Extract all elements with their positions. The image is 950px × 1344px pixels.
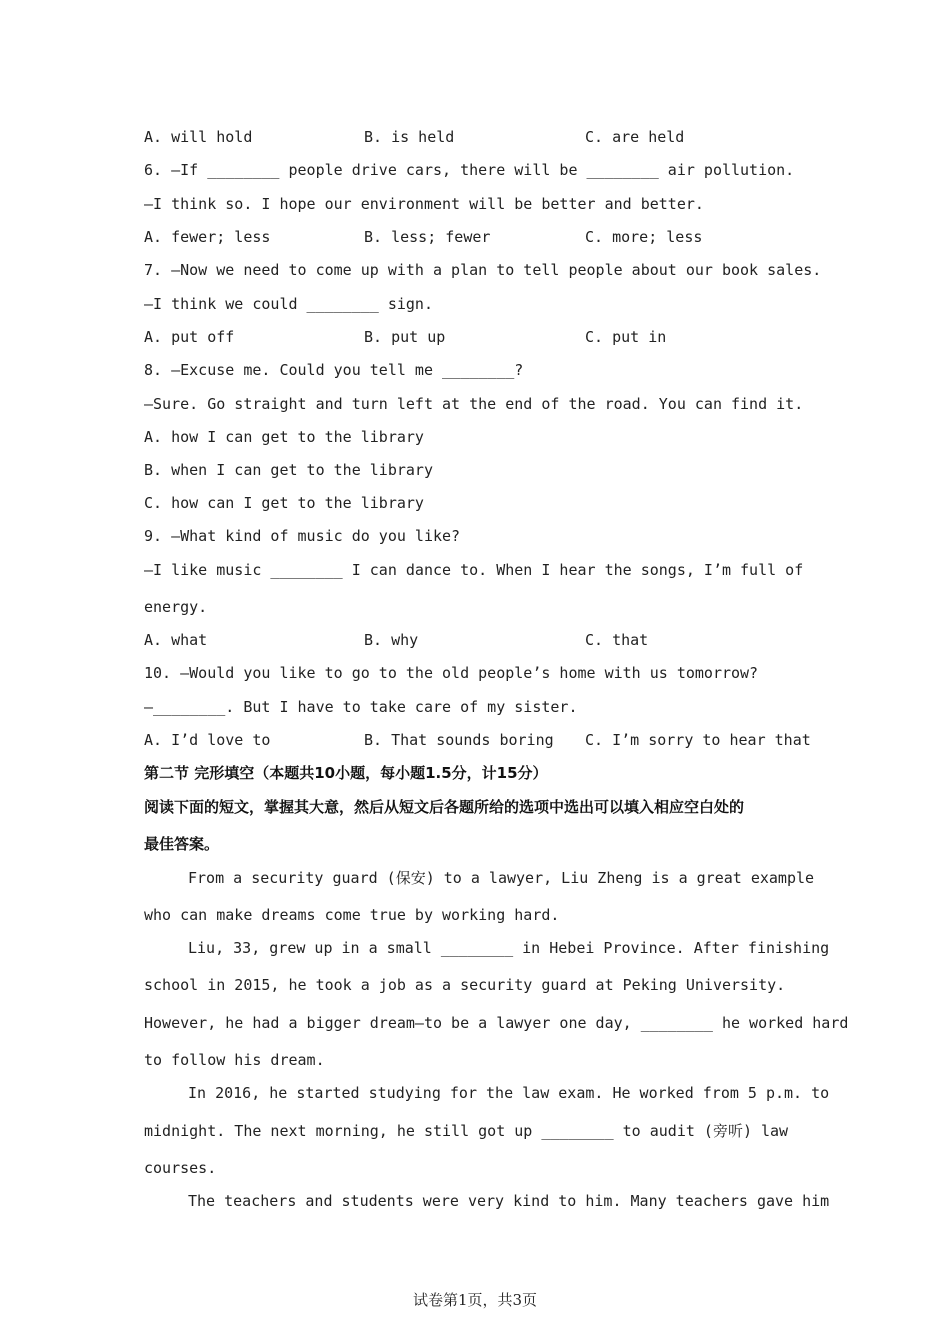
q7-stem: 7. —Now we need to come up with a plan to tell people about our book sales. bbox=[144, 261, 822, 279]
passage-p2-line-2: school in 2015, he took a job as a security guard at Peking University. bbox=[144, 976, 786, 994]
q10-stem: 10. —Would you like to go to the old people’s home with us tomorrow? bbox=[144, 664, 759, 682]
q10-option-a: A. I’d love to bbox=[144, 731, 271, 749]
q8-option-c: C. how can I get to the library bbox=[144, 494, 424, 512]
q9-option-a: A. what bbox=[144, 631, 208, 649]
q8-stem: 8. —Excuse me. Could you tell me ________? bbox=[144, 361, 524, 379]
q6-option-c: C. more; less bbox=[585, 228, 703, 246]
passage-p3-line-2: midnight. The next morning, he still got up ________ to audit (旁听) law bbox=[144, 1122, 789, 1140]
passage-p4-line-1: The teachers and students were very kind to him. Many teachers gave him bbox=[188, 1192, 830, 1210]
section-instruction-line-1: 阅读下面的短文，掌握其大意，然后从短文后各题所给的选项中选出可以填入相应空白处的 bbox=[144, 798, 745, 816]
passage-p3-line-1: In 2016, he started studying for the law exam. He worked from 5 p.m. to bbox=[188, 1084, 830, 1102]
q9-option-c: C. that bbox=[585, 631, 649, 649]
passage-p2-line-4: to follow his dream. bbox=[144, 1051, 325, 1069]
q9-option-b: B. why bbox=[364, 631, 419, 649]
q6-stem: 6. —If ________ people drive cars, there will be ________ air pollution. bbox=[144, 161, 795, 179]
q8-reply: —Sure. Go straight and turn left at the end of the road. You can find it. bbox=[144, 395, 804, 413]
passage-p2-line-3: However, he had a bigger dream—to be a lawyer one day, ________ he worked hard bbox=[144, 1014, 849, 1032]
q5-option-a: A. will hold bbox=[144, 128, 253, 146]
q7-option-c: C. put in bbox=[585, 328, 667, 346]
q7-option-a: A. put off bbox=[144, 328, 235, 346]
q7-option-b: B. put up bbox=[364, 328, 446, 346]
q10-reply: —________. But I have to take care of my sister. bbox=[144, 698, 578, 716]
q8-option-b: B. when I can get to the library bbox=[144, 461, 433, 479]
q5-option-b: B. is held bbox=[364, 128, 455, 146]
q6-option-b: B. less; fewer bbox=[364, 228, 491, 246]
section-instruction-line-2: 最佳答案。 bbox=[144, 835, 220, 853]
q9-reply-line-2: energy. bbox=[144, 598, 208, 616]
section-title: 第二节 完形填空（本题共10小题，每小题1.5分，计15分） bbox=[144, 764, 548, 782]
page-footer: 试卷第1页，共3页 bbox=[412, 1291, 538, 1309]
passage-p1-line-1: From a security guard (保安) to a lawyer, Liu Zheng is a great example bbox=[188, 869, 815, 887]
passage-p2-line-1: Liu, 33, grew up in a small ________ in Hebei Province. After finishing bbox=[188, 939, 830, 957]
q6-reply: —I think so. I hope our environment will be better and better. bbox=[144, 195, 704, 213]
q5-option-c: C. are held bbox=[585, 128, 685, 146]
q9-stem: 9. —What kind of music do you like? bbox=[144, 527, 461, 545]
q8-option-a: A. how I can get to the library bbox=[144, 428, 424, 446]
q7-reply: —I think we could ________ sign. bbox=[144, 295, 433, 313]
q6-option-a: A. fewer; less bbox=[144, 228, 271, 246]
q9-reply-line-1: —I like music ________ I can dance to. When I hear the songs, I’m full of bbox=[144, 561, 804, 579]
passage-p3-line-3: courses. bbox=[144, 1159, 217, 1177]
q10-option-c: C. I’m sorry to hear that bbox=[585, 731, 811, 749]
q10-option-b: B. That sounds boring bbox=[364, 731, 554, 749]
passage-p1-line-2: who can make dreams come true by working hard. bbox=[144, 906, 560, 924]
